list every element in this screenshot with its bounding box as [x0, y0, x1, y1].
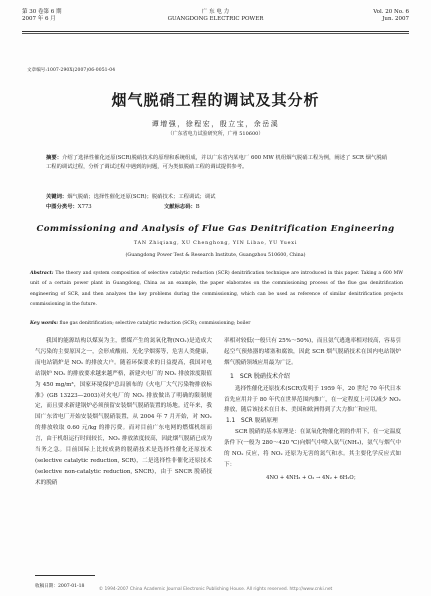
english-keywords [30, 320, 403, 328]
header-journal [22, 9, 409, 23]
document-code-value: B [195, 204, 200, 210]
english-affiliation: (Guangdong Power Test & Research Institute, Guangzhou 510600, China) [125, 253, 306, 258]
header-journal-name-en: GUANGDONG ELECTRIC POWER [167, 16, 264, 22]
clc-number [46, 203, 164, 212]
header-rule [22, 33, 409, 34]
chinese-keywords-text: 烟气脱硝；选择性催化还原(SCR)；脱硝技术；工程调试；调试 [67, 194, 216, 200]
header-date: 2007 年 6 月 [22, 16, 56, 22]
body-column-left [35, 336, 212, 489]
english-abstract-label: Abstract: [30, 271, 54, 276]
clc-label: 中图分类号： [46, 204, 78, 210]
chemical-equation: 4NO + 4NH₃ + O₂ → 4N₂ + 6H₂O； [266, 474, 359, 481]
header-journal-name-zh: 广 东 电 力 [201, 9, 230, 15]
section-paragraph: 选择性催化还原技术(SCR)发明于 1959 年，20 世纪 70 年代日本首先应用并于 80 年代在世界范围内推广，在一定程度上可以减少 NOₓ 排放，随后该技术在日本、美国和欧洲得到了大力推广和应用。 [224, 385, 401, 414]
header-volume-issue: 第 30 卷第 6 期 [22, 9, 62, 15]
english-title: Commissioning and Analysis of Flue Gas Denitrification Engineering [36, 224, 395, 234]
subsection-paragraph: SCR 脱硝的基本原理是：在氮氧化物催化剂的作用下，在一定温度条件下(一般为 280～420 ℃)向烟气中喷入氨气(NH₃)，氨气与烟气中的 NOₓ 反应，将 NOₓ 还原为无害的氮气和水。其主要化学反应式如下： [224, 429, 401, 468]
english-keywords-label: Key words: [30, 321, 59, 326]
intro-paragraph: 我国的能源结构以煤炭为主，燃煤产生的氮氧化物(NOₓ)是造成大气污染的主要原因之一，会形成酸雨、光化学烟雾等，危害人类健康，而电站锅炉是 NOₓ 的排放大户。随着环保要求的日益提高，我国对电站锅炉 NOₓ 的排放要求越来越严格，新建火电厂的 NOₓ 排放浓度限值为 450 mg/m³，国家环境保护总局颁布的《火电厂大气污染物排放标准》(GB 13223—2003)对火电厂的 NOₓ 排放做出了明确的限制规定，而且要求新建锅炉必须预留安装烟气脱硝装置的场地。近年来，我国广东省电厂开始安装烟气脱硝装置，从 2004 年 7 月开始，对 NOₓ 的排放收取 0.60 元/kg 的排污费。而对目前广东电网的燃煤机组而言，由于机组运行时间较长，NOₓ 排放浓度较高，因此烟气脱硝已成为当务之急。目前国际上比较成熟的脱硝技术是选择性催化还原技术(selective catalytic reduction, SCR)，二是选择性非催化还原技术(selective non-catalytic reduction, SNCR)，由于 SNCR 脱硝技术的脱硝 [35, 338, 212, 486]
header-volume-issue-en: Vol. 20 No. 6 [373, 9, 409, 15]
clc-value: X773 [77, 204, 92, 210]
chinese-abstract-text: 介绍了选择性催化还原(SCR)脱硝技术的原理和系统组成，并以广东省内某电厂 600 MW 机组烟气脱硝工程为例，阐述了 SCR 烟气脱硝工程的调试过程，分析了调试过程中遇到的问题，可为类似脱硝工程的调试提供参考。 [46, 155, 387, 171]
copyright-watermark: © 1994-2007 China Academic Journal Electronic Publishing House. All rights reserved. http://www.cnki.net [98, 587, 333, 592]
chinese-authors: 谭增强，徐程宏，殷立宝，余岳溪 [151, 120, 280, 128]
header-date-en: Jun. 2007 [382, 16, 409, 22]
english-authors: TAN Zhiqiang, XU Chenghong, YIN Libao, YU Yuexi [133, 241, 298, 246]
chinese-abstract-label: 摘要： [46, 155, 63, 161]
footnote-rule [35, 575, 95, 576]
classification-line [46, 203, 386, 212]
subsection-heading: 1.1 SCR 脱硝原理 [226, 418, 278, 425]
header-volume-en [373, 9, 409, 23]
chinese-title: 烟气脱硝工程的调试及其分析 [111, 91, 320, 109]
section-heading: 1 SCR 脱硝技术介绍 [230, 372, 290, 380]
english-abstract [30, 269, 403, 311]
received-date-footnote: 收稿日期：2007-01-18 [35, 584, 85, 589]
intro-paragraph-continued: 率相对较低(一般只有 25%～50%)，而且氨气逃逸率相对较高，容易引起空气预热器的堵塞和腐蚀，因此 SCR 烟气脱硝技术在国内电站锅炉烟气脱硝领域应用最为广泛。 [224, 338, 401, 366]
english-abstract-text: The theory and system composition of selective catalytic reduction (SCR) denitrification technique are introduced in this paper. Taking a 600 MW unit of a certain power plant in Guangdong, China as an example, the paper elaborates on the commissioning process of the flue gas denitrification engineering of SCR, and then analyzes the key problems during the commissioning, which can be used as reference of similar denitrification projects commissioning in the future. [30, 271, 403, 308]
english-keywords-text: flue gas denitrification; selective catalytic reduction (SCR); commissioning; boiler [59, 321, 251, 326]
running-header [22, 9, 409, 32]
body-column-right [224, 336, 401, 484]
chinese-abstract [46, 154, 387, 173]
chinese-affiliation: （广东省电力试验研究所，广州 510600） [167, 131, 264, 137]
document-code [164, 203, 200, 212]
document-code-label: 文献标志码： [164, 204, 196, 210]
chinese-keywords-label: 关键词： [46, 194, 68, 200]
chinese-keywords [46, 193, 387, 202]
article-number: 文章编号:1007-290X(2007)06-0051-04 [27, 68, 116, 73]
